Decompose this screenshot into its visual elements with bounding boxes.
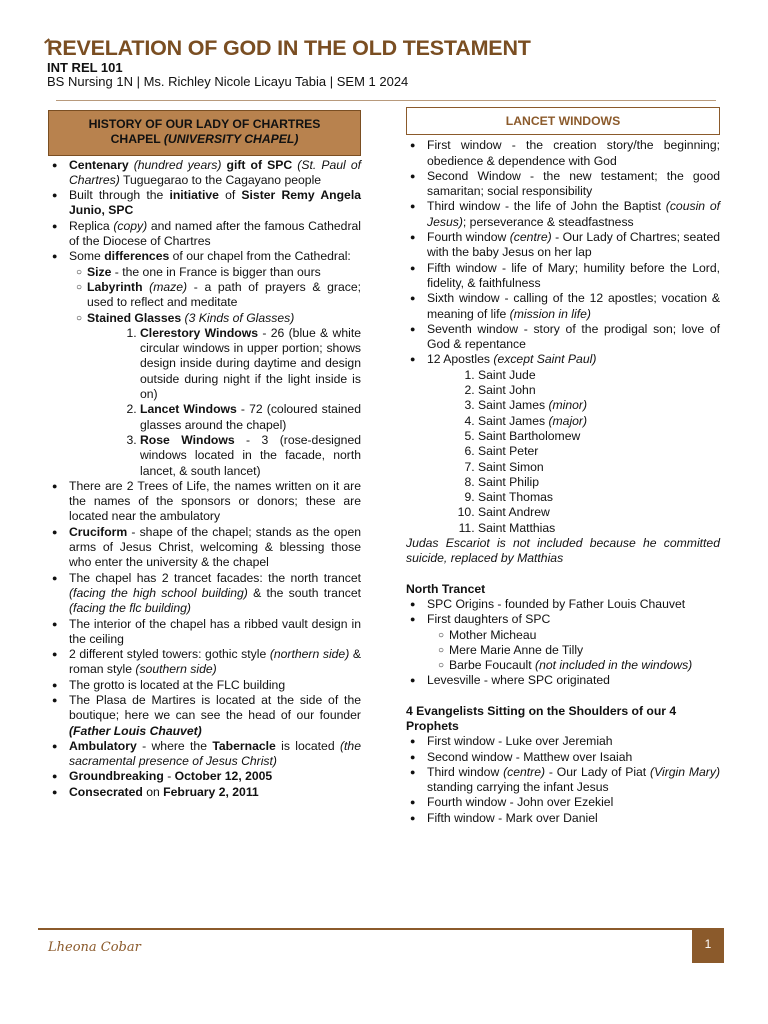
- list-item: 5. Saint Bartholomew: [478, 429, 720, 444]
- course-subtitle: BS Nursing 1N | Ms. Richley Nicole Licayu Tabia | SEM 1 2024: [47, 74, 409, 89]
- left-column: [48, 110, 361, 800]
- list-item: ○ Mother Micheau: [449, 628, 720, 643]
- list-item: ● Groundbreaking - October 12, 2005: [69, 769, 361, 784]
- list-item: ● The interior of the chapel has a ribbed vault design in the ceiling: [69, 617, 361, 648]
- list-item: ● Consecrated on February 2, 2011: [69, 785, 361, 800]
- list-item: ● Built through the initiative of Sister Remy Angela Junio, SPC: [69, 188, 361, 219]
- header-divider: [56, 100, 716, 101]
- list-item: ● The grotto is located at the FLC building: [69, 678, 361, 693]
- list-item: ● The chapel has 2 trancet facades: the north trancet (facing the high school building) & the south trancet (facing the flc building): [69, 571, 361, 617]
- list-item: ● Replica (copy) and named after the famous Cathedral of the Diocese of Chartres: [69, 219, 361, 250]
- list-item: 11. Saint Matthias: [478, 521, 720, 536]
- author-signature: Lheona Cobar: [48, 940, 141, 955]
- list-item: ● Fifth window - life of Mary; humility before the Lord, fidelity, & faithfulness: [427, 261, 720, 292]
- list-item: 7. Saint Simon: [478, 460, 720, 475]
- list-item: ● Centenary (hundred years) gift of SPC (St. Paul of Chartres) Tuguegarao to the Cagayano people: [69, 158, 361, 189]
- glasses-list: [87, 326, 361, 479]
- list-item: ● 2 different styled towers: gothic style (northern side) & roman style (southern side): [69, 647, 361, 678]
- lancet-windows-list: [406, 138, 720, 536]
- list-item: ○ Stained Glasses (3 Kinds of Glasses) 1. Clerestory Windows - 26 (blue & white circular windows in upper portion; shows design inside during daytime and design outside during night if the light inside is on) 2. Lancet Windows - 72 (coloured stained glasses around the chapel) 3. Rose Windows - 3 (rose-designed windows located in the facade, north lancet, & south lancet): [87, 311, 361, 479]
- list-item: 2. Saint John: [478, 383, 720, 398]
- apostles-list: [427, 368, 720, 536]
- list-item: ○ Size - the one in France is bigger than ours: [87, 265, 361, 280]
- list-item: ○ Labyrinth (maze) - a path of prayers & grace; used to reflect and meditate: [87, 280, 361, 311]
- list-item: ● Sixth window - calling of the 12 apostles; vocation & meaning of life (mission in life): [427, 291, 720, 322]
- list-item: ● Third window - the life of John the Baptist (cousin of Jesus); perseverance & steadfastness: [427, 199, 720, 230]
- chapel-history-heading: HISTORY OF OUR LADY OF CHARTRES CHAPEL (UNIVERSITY CHAPEL): [48, 110, 361, 156]
- list-item: ○ Barbe Foucault (not included in the windows): [449, 658, 720, 673]
- list-item: 1. Saint Jude: [478, 368, 720, 383]
- daughters-list: [427, 628, 720, 674]
- list-item: ● 12 Apostles (except Saint Paul) 1. Saint Jude 2. Saint John 3. Saint James (minor) 4. Saint James (major) 5. Saint Bartholomew 6. Saint Peter 7. Saint Simon 8. Saint Philip 9. Saint Thomas 10. Saint Andrew 11. Saint Matthias: [427, 352, 720, 536]
- list-item: ● Fourth window (centre) - Our Lady of Chartres; seated with the baby Jesus on her lap: [427, 230, 720, 261]
- list-item: ● First window - Luke over Jeremiah: [427, 734, 720, 749]
- list-item: ● Second Window - the new testament; the good samaritan; social responsibility: [427, 169, 720, 200]
- list-item: ● Cruciform - shape of the chapel; stands as the open arms of Jesus Christ, welcoming & blessing those who enter the university & the chapel: [69, 525, 361, 571]
- list-item: 3. Rose Windows - 3 (rose-designed windows located in the facade, north lancet, & south lancet): [140, 433, 361, 479]
- list-item: 10. Saint Andrew: [478, 505, 720, 520]
- list-item: ● Second window - Matthew over Isaiah: [427, 750, 720, 765]
- list-item: ● Fourth window - John over Ezekiel: [427, 795, 720, 810]
- list-item: 8. Saint Philip: [478, 475, 720, 490]
- list-item: 2. Lancet Windows - 72 (coloured stained glasses around the chapel): [140, 402, 361, 433]
- chapel-history-list: [48, 158, 361, 800]
- judas-note: Judas Escariot is not included because he committed suicide, replaced by Matthias: [406, 536, 720, 566]
- north-trancet-list: [406, 597, 720, 689]
- list-item: ● Fifth window - Mark over Daniel: [427, 811, 720, 826]
- list-item: ● Seventh window - story of the prodigal son; love of God & repentance: [427, 322, 720, 353]
- list-item: ○ Mere Marie Anne de Tilly: [449, 643, 720, 658]
- footer-divider: [38, 928, 724, 930]
- list-item: 4. Saint James (major): [478, 414, 720, 429]
- page-number: 1: [692, 928, 724, 963]
- differences-list: [69, 265, 361, 479]
- north-trancet-heading: North Trancet: [406, 581, 486, 596]
- lancet-windows-heading: LANCET WINDOWS: [406, 107, 720, 135]
- evangelists-heading: 4 Evangelists Sitting on the Shoulders of our 4 Prophets: [406, 703, 677, 733]
- list-item: ● First window - the creation story/the beginning; obedience & dependence with God: [427, 138, 720, 169]
- list-item: ● Ambulatory - where the Tabernacle is located (the sacramental presence of Jesus Christ): [69, 739, 361, 770]
- list-item: 6. Saint Peter: [478, 444, 720, 459]
- list-item: ● First daughters of SPC ○ Mother Micheau ○ Mere Marie Anne de Tilly ○ Barbe Foucault (not included in the windows): [427, 612, 720, 673]
- list-item: ● Some differences of our chapel from the Cathedral: ○ Size - the one in France is bigger than ours ○ Labyrinth (maze) - a path of prayers & grace; used to reflect and meditate ○ Stained Glasses (3 Kinds of Glasses) 1. Clerestory Windows - 26 (blue & white circular windows in upper portion; shows design inside during daytime and design outside during night if the light inside is on) 2. Lancet Windows - 72 (coloured stained glasses around the chapel) 3. Rose Windows - 3 (rose-designed windows located in the facade, north lancet, & south lancet): [69, 249, 361, 478]
- right-column: [406, 107, 720, 826]
- list-item: ● The Plasa de Martires is located at the side of the boutique; here we can see the head of our founder (Father Louis Chauvet): [69, 693, 361, 739]
- list-item: 1. Clerestory Windows - 26 (blue & white circular windows in upper portion; shows design inside during daytime and design outside during night if the light inside is on): [140, 326, 361, 402]
- list-item: ● SPC Origins - founded by Father Louis Chauvet: [427, 597, 720, 612]
- course-code: INT REL 101: [47, 60, 123, 75]
- page-title: REVELATION OF GOD IN THE OLD TESTAMENT: [47, 36, 531, 60]
- list-item: ● Levesville - where SPC originated: [427, 673, 720, 688]
- list-item: ● There are 2 Trees of Life, the names written on it are the names of the sponsors or donors; these are located near the ambulatory: [69, 479, 361, 525]
- list-item: ● Third window (centre) - Our Lady of Piat (Virgin Mary) standing carrying the infant Jesus: [427, 765, 720, 796]
- evangelists-list: [406, 734, 720, 826]
- list-item: 3. Saint James (minor): [478, 398, 720, 413]
- list-item: 9. Saint Thomas: [478, 490, 720, 505]
